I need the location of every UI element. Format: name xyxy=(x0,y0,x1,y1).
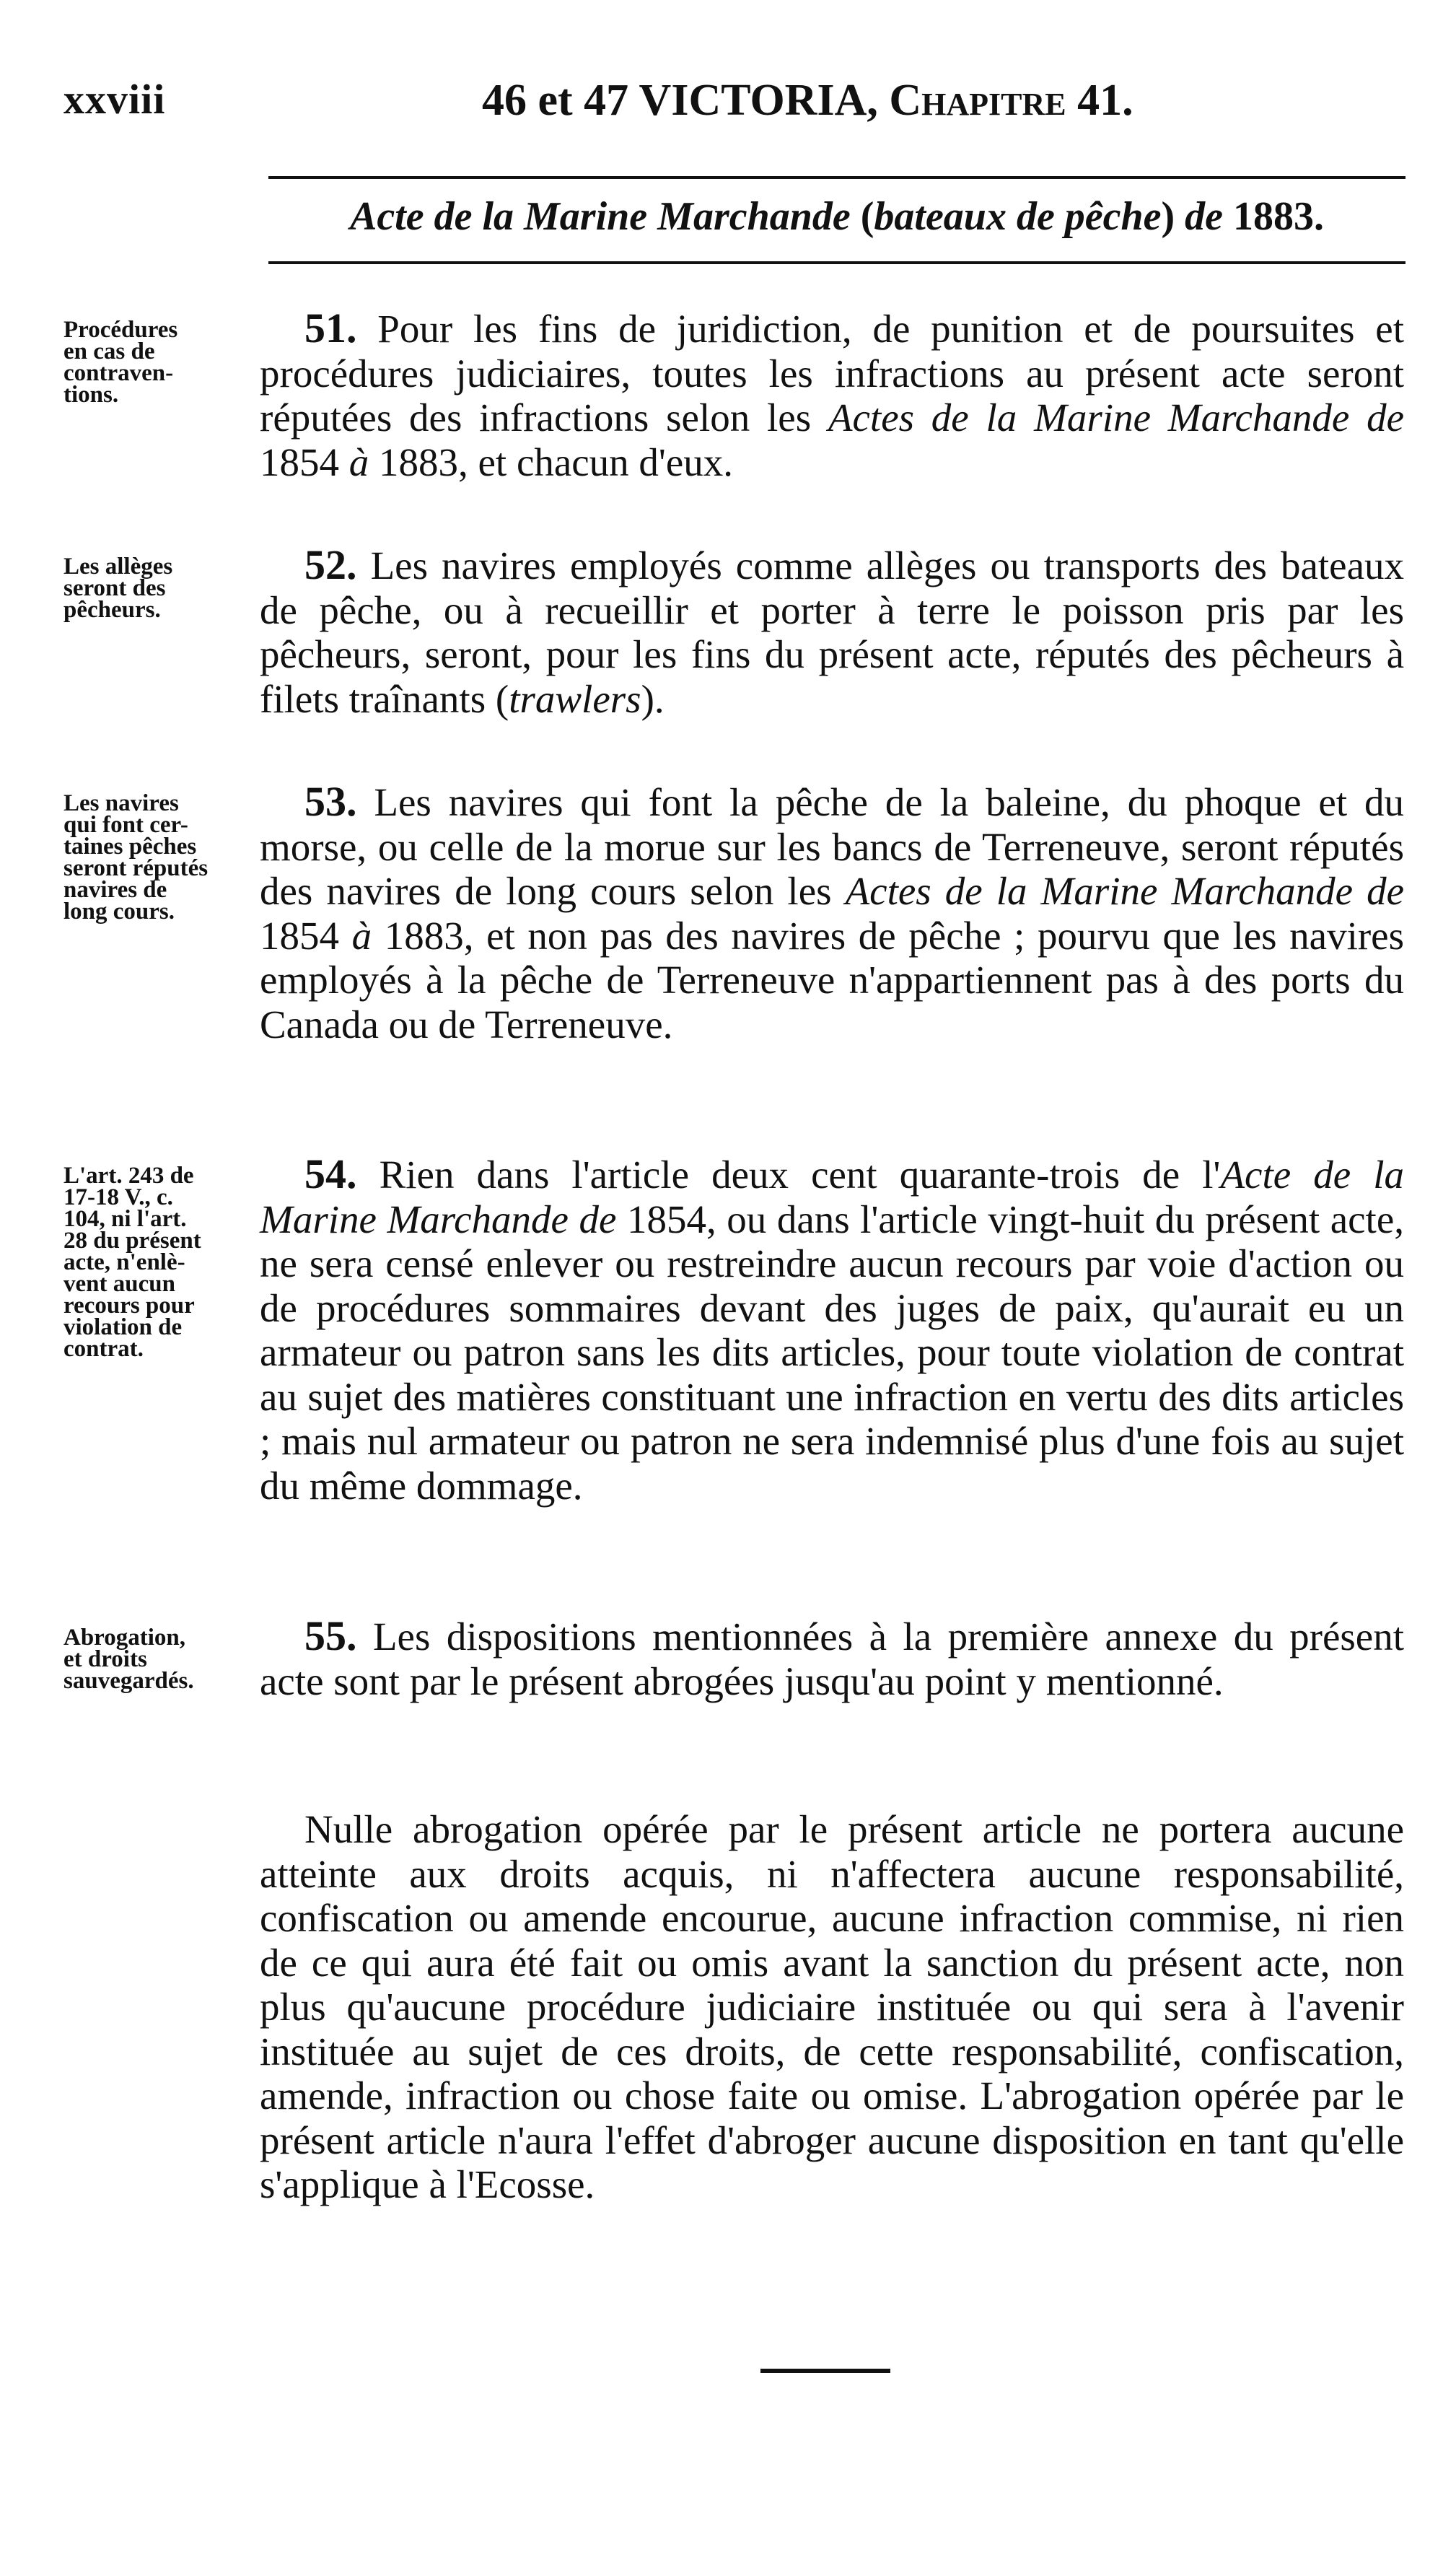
margin-note-line: pêcheurs. xyxy=(63,597,161,623)
section-number: 54. xyxy=(304,1150,357,1197)
act-title-part1: Acte de la Marine Marchande xyxy=(349,194,851,239)
act-title-part6: 1883. xyxy=(1223,194,1325,239)
margin-note-line: 17-18 V., c. xyxy=(63,1184,173,1210)
section-text xyxy=(260,1614,1404,1703)
header-rule-bottom xyxy=(268,261,1405,264)
margin-note-line: Abrogation, xyxy=(63,1625,185,1651)
margin-note-line: contrat. xyxy=(63,1336,144,1362)
running-title-main: 46 et 47 VICTORIA, xyxy=(482,76,890,125)
section-paragraph-2: Nulle abrogation opérée par le présent article ne portera aucune atteinte aux droits acquis, ni n'affectera aucune responsabilité, confiscation ou amende encourue, aucune infraction commise, ni rien de ce qui aura été fait ou omis avant la sanction du présent acte, non plus qu'aucune procédure judiciaire instituée ou qui sera à l'avenir instituée au sujet de ces droits, de cette responsabilité, confiscation, amende, infraction ou chose faite ou omise. L'abrogation opérée par le présent article n'aura l'effet d'abroger aucune disposition en tant qu'elle s'applique à l'Ecosse. xyxy=(260,1807,1404,2206)
section-text-run: 1883, et non pas des navires de pêche ; pourvu que les navires employés à la pêche de Terreneuve n'appartiennent pas à des ports du Canada ou de Terreneuve. xyxy=(260,913,1404,1046)
page-header xyxy=(63,75,1405,133)
margin-note-line: 28 du présent xyxy=(63,1228,201,1254)
margin-note-line: contraven- xyxy=(63,360,174,386)
section-number: 55. xyxy=(304,1612,357,1659)
section-number: 52. xyxy=(304,541,357,588)
section-text-run: Rien dans l'article deux cent quarante-trois de l' xyxy=(356,1153,1221,1197)
closing-rule xyxy=(760,2369,890,2373)
margin-note-line: L'art. 243 de xyxy=(63,1163,194,1189)
margin-note-line: qui font cer- xyxy=(63,812,188,838)
margin-note-line: et droits xyxy=(63,1646,147,1672)
act-title-part2: ( xyxy=(850,194,874,239)
page-number: xxviii xyxy=(63,76,166,123)
section-text xyxy=(260,306,1404,484)
section-text-italic: à xyxy=(351,913,372,958)
section-text-run: ). xyxy=(641,676,665,721)
running-title-chapter-num: 41. xyxy=(1066,76,1133,125)
margin-note-line: Procédures xyxy=(63,317,178,343)
section-text-italic: Acte de la Marine Marchande de xyxy=(260,1153,1404,1241)
margin-note-line: tions. xyxy=(63,382,119,408)
running-title-chapter-initial: C xyxy=(889,76,922,125)
margin-note-line: en cas de xyxy=(63,338,155,364)
margin-note xyxy=(63,556,255,621)
header-rule-top xyxy=(268,176,1405,179)
section-text-run: Les navires employés comme allèges ou transports des bateaux de pêche, ou à recueillir et porter à terre le poisson pris par les pêcheurs, seront, pour les fins du présent acte, réputés des pêcheurs à filets traînants ( xyxy=(260,543,1404,721)
section-text-run: 1854, ou dans l'article vingt-huit du présent acte, ne sera censé enlever ou restreindre aucun recours par voie d'action ou de procédures sommaires devant des juges de paix, qu'aurait eu un armateur ou patron sans les dits articles, pour toute violation de contrat au sujet des matières constituant une infraction en vertu des dits articles ; mais nul armateur ou patron ne sera indemnisé plus d'une fois au sujet du même dommage. xyxy=(260,1197,1404,1508)
margin-note xyxy=(63,790,255,925)
margin-note-line: acte, n'enlè- xyxy=(63,1249,185,1275)
section-text-italic: Actes de la Marine Marchande de xyxy=(828,396,1404,440)
margin-note-line: violation de xyxy=(63,1314,183,1340)
section-text-italic: trawlers xyxy=(509,676,641,721)
section-text-run: Les navires qui font la pêche de la baleine, du phoque et du morse, ou celle de la morue sur les bancs de Terreneuve, seront réputés des navires de long cours selon les xyxy=(260,780,1404,913)
section-text xyxy=(260,779,1404,1046)
running-title-chapter-rest: HAPITRE xyxy=(921,87,1066,122)
act-title-part3: bateaux de pêche xyxy=(874,194,1162,239)
running-title xyxy=(482,75,1133,126)
margin-note-line: navires de xyxy=(63,877,167,903)
margin-note-line: recours pour xyxy=(63,1293,195,1319)
margin-note-line: long cours. xyxy=(63,899,175,925)
section-text-run: 1854 xyxy=(260,440,349,484)
section-number: 51. xyxy=(304,305,357,351)
section-text xyxy=(260,543,1404,721)
margin-note-line: Les allèges xyxy=(63,554,173,580)
section-text-italic: Actes de la Marine Marchande de xyxy=(845,869,1404,913)
margin-note-line: sauvegardés. xyxy=(63,1668,194,1694)
margin-note-line: Les navires xyxy=(63,790,179,816)
margin-note xyxy=(63,1165,255,1360)
section-text xyxy=(260,1152,1404,1508)
section-text-run: 1854 xyxy=(260,913,352,958)
act-title-part4: ) xyxy=(1161,194,1185,239)
margin-note-line: vent aucun xyxy=(63,1271,175,1297)
margin-note xyxy=(63,1627,255,1692)
section-text-italic: à xyxy=(348,440,369,484)
act-title xyxy=(268,193,1405,240)
section-text-run: Les dispositions mentionnées à la première annexe du présent acte sont par le présent abrogées jusqu'au point y mentionné. xyxy=(260,1614,1404,1703)
section-text-run: 1883, et chacun d'eux. xyxy=(369,440,733,484)
section-text-run: Pour les fins de juridiction, de punition et de poursuites et procédures judiciaires, toutes les infractions au présent acte seront réputées des infractions selon les xyxy=(260,307,1404,440)
margin-note-line: 104, ni l'art. xyxy=(63,1206,187,1232)
section-number: 53. xyxy=(304,778,357,825)
act-title-part5: de xyxy=(1185,194,1224,239)
margin-note-line: seront des xyxy=(63,575,166,601)
margin-note-line: seront réputés xyxy=(63,855,209,881)
margin-note xyxy=(63,319,255,406)
margin-note-line: taines pêches xyxy=(63,834,197,860)
